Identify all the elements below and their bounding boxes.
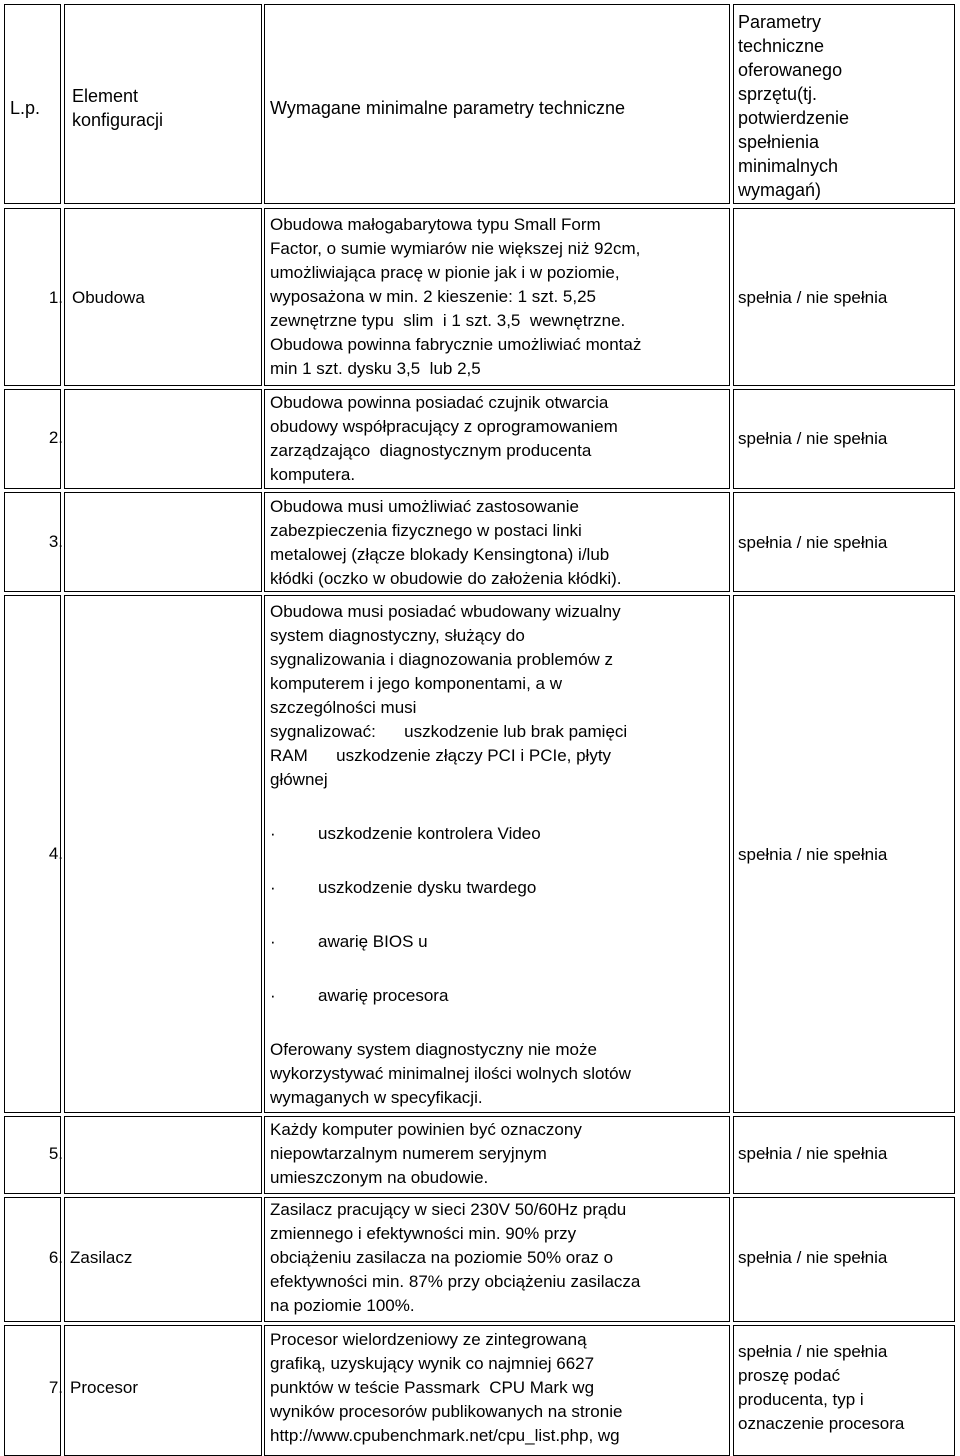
row-1-element: Obudowa: [72, 288, 145, 307]
row-4-requirement-line: Obudowa musi posiadać wbudowany wizualny: [270, 602, 621, 621]
row-4-status: spełnia / nie spełnia: [738, 845, 888, 864]
header-offered-line: Parametry: [738, 12, 822, 32]
row-6-requirement-line: obciążeniu zasilacza na poziomie 50% oraz o: [270, 1248, 614, 1267]
header-lp: L.p.: [10, 98, 41, 118]
row-4-bullet: uszkodzenie dysku twardego: [318, 878, 537, 897]
bullet-dot-icon: ·: [270, 932, 276, 951]
row-4-requirement-line: sygnalizowania i diagnozowania problemów z: [270, 650, 614, 669]
row-1-requirement-line: Obudowa powinna fabrycznie umożliwiać montaż: [270, 335, 642, 354]
row-5-requirement-line: niepowtarzalnym numerem seryjnym: [270, 1144, 547, 1163]
row-1-requirement-line: Factor, o sumie wymiarów nie większej niż 92cm,: [270, 239, 641, 258]
row-6-requirement-line: zmiennego i efektywności min. 90% przy: [270, 1224, 577, 1243]
row-2-number: 2.: [48, 428, 63, 447]
row-1-requirement-line: Obudowa małogabarytowa typu Small Form: [270, 215, 601, 234]
row-7-number: 7.: [48, 1378, 63, 1397]
header-offered-line: potwierdzenie: [738, 108, 850, 128]
row-6-requirement-line: efektywności min. 87% przy obciążeniu zasilacza: [270, 1272, 641, 1291]
row-3-requirement-line: zabezpieczenia fizycznego w postaci linki: [270, 521, 582, 540]
row-6-status: spełnia / nie spełnia: [738, 1248, 888, 1267]
row-7-requirement-line: grafiką, uzyskujący wynik co najmniej 6627: [270, 1354, 595, 1373]
row-4-bullet: uszkodzenie kontrolera Video: [318, 824, 541, 843]
row-3-status: spełnia / nie spełnia: [738, 533, 888, 552]
row-6-requirement-line: na poziomie 100%.: [270, 1296, 415, 1315]
row-2-requirement-line: komputera.: [270, 465, 356, 484]
row-1-requirement-line: zewnętrzne typu slim i 1 szt. 3,5 wewnętrzne.: [270, 311, 626, 330]
row-1-requirement-line: wyposażona w min. 2 kieszenie: 1 szt. 5,25: [270, 287, 596, 306]
bullet-dot-icon: ·: [270, 986, 276, 1005]
row-4-requirement-line: komputerem i jego komponentami, a w: [270, 674, 562, 693]
row-3-requirement-line: metalowej (złącze blokady Kensingtona) i/lub: [270, 545, 610, 564]
row-4-requirement-line: RAM uszkodzenie złączy PCI i PCIe, płyty: [270, 746, 612, 765]
row-6-number: 6.: [48, 1248, 63, 1267]
bullet-dot-icon: ·: [270, 824, 276, 843]
row-7-status-line: spełnia / nie spełnia: [738, 1342, 888, 1361]
row-4-requirement-line: system diagnostyczny, służący do: [270, 626, 525, 645]
row-3-element-cell: [64, 492, 262, 592]
row-2-status: spełnia / nie spełnia: [738, 429, 888, 448]
row-7-requirement-line: punktów w teście Passmark CPU Mark wg: [270, 1378, 595, 1397]
row-7-status-line: producenta, typ i: [738, 1390, 864, 1409]
row-4-number: 4.: [48, 844, 63, 863]
row-6-requirement-line: Zasilacz pracujący w sieci 230V 50/60Hz prądu: [270, 1200, 627, 1219]
row-2-requirement-line: Obudowa powinna posiadać czujnik otwarcia: [270, 393, 609, 412]
row-7-status-line: proszę podać: [738, 1366, 841, 1385]
row-7-element: Procesor: [70, 1378, 139, 1397]
row-5-requirement-line: Oferowany system diagnostyczny nie może: [270, 1040, 597, 1059]
row-7-requirement-link[interactable]: http://www.cpubenchmark.net/cpu_list.php, wg: [270, 1426, 620, 1445]
row-3-requirement-line: Obudowa musi umożliwiać zastosowanie: [270, 497, 579, 516]
header-offered-line: wymagań): [738, 180, 822, 200]
row-4-requirement-line: głównej: [270, 770, 328, 789]
row-4-bullet: awarię procesora: [318, 986, 449, 1005]
row-5-element-cell: [64, 1116, 262, 1194]
row-3-requirement-line: kłódki (oczko w obudowie do założenia kłódki).: [270, 569, 622, 588]
row-7-status-line: oznaczenie procesora: [738, 1414, 905, 1433]
header-offered-line: oferowanego: [738, 60, 843, 80]
row-4-requirement-line: sygnalizować: uszkodzenie lub brak pamięci: [270, 722, 628, 741]
row-6-element: Zasilacz: [70, 1248, 133, 1267]
header-element-line: konfiguracji: [72, 110, 164, 130]
row-3-number: 3.: [48, 532, 63, 551]
row-5-number: 5.: [48, 1144, 63, 1163]
header-element-line: Element: [72, 86, 139, 106]
header-offered-line: spełnienia: [738, 132, 820, 152]
row-4-element-cell: [64, 595, 262, 1113]
header-offered-line: sprzętu(tj.: [738, 84, 818, 104]
row-1-requirement-line: umożliwiająca pracę w pionie jak i w poziomie,: [270, 263, 620, 282]
row-1-status: spełnia / nie spełnia: [738, 288, 888, 307]
row-2-requirement-line: zarządzająco diagnostycznym producenta: [270, 441, 592, 460]
row-7-requirement-line: wyników procesorów publikowanych na stronie: [270, 1402, 623, 1421]
header-offered-line: minimalnych: [738, 156, 839, 176]
row-5-requirement-line: umieszczonym na obudowie.: [270, 1168, 489, 1187]
row-5-requirement-line: wykorzystywać minimalnej ilości wolnych slotów: [270, 1064, 631, 1083]
row-1-number: 1.: [48, 288, 63, 307]
row-4-requirement-line: szczególności musi: [270, 698, 417, 717]
bullet-dot-icon: ·: [270, 878, 276, 897]
header-offered-line: techniczne: [738, 36, 825, 56]
row-4-bullet: awarię BIOS u: [318, 932, 428, 951]
header-requirements: Wymagane minimalne parametry techniczne: [270, 98, 625, 118]
row-1-requirement-line: min 1 szt. dysku 3,5 lub 2,5: [270, 359, 481, 378]
row-5-status: spełnia / nie spełnia: [738, 1144, 888, 1163]
row-2-element-cell: [64, 389, 262, 489]
row-7-requirement-line: Procesor wielordzeniowy ze zintegrowaną: [270, 1330, 587, 1349]
row-5-requirement-line: wymaganych w specyfikacji.: [270, 1088, 483, 1107]
row-5-requirement-line: Każdy komputer powinien być oznaczony: [270, 1120, 582, 1139]
row-2-requirement-line: obudowy współpracujący z oprogramowaniem: [270, 417, 618, 436]
